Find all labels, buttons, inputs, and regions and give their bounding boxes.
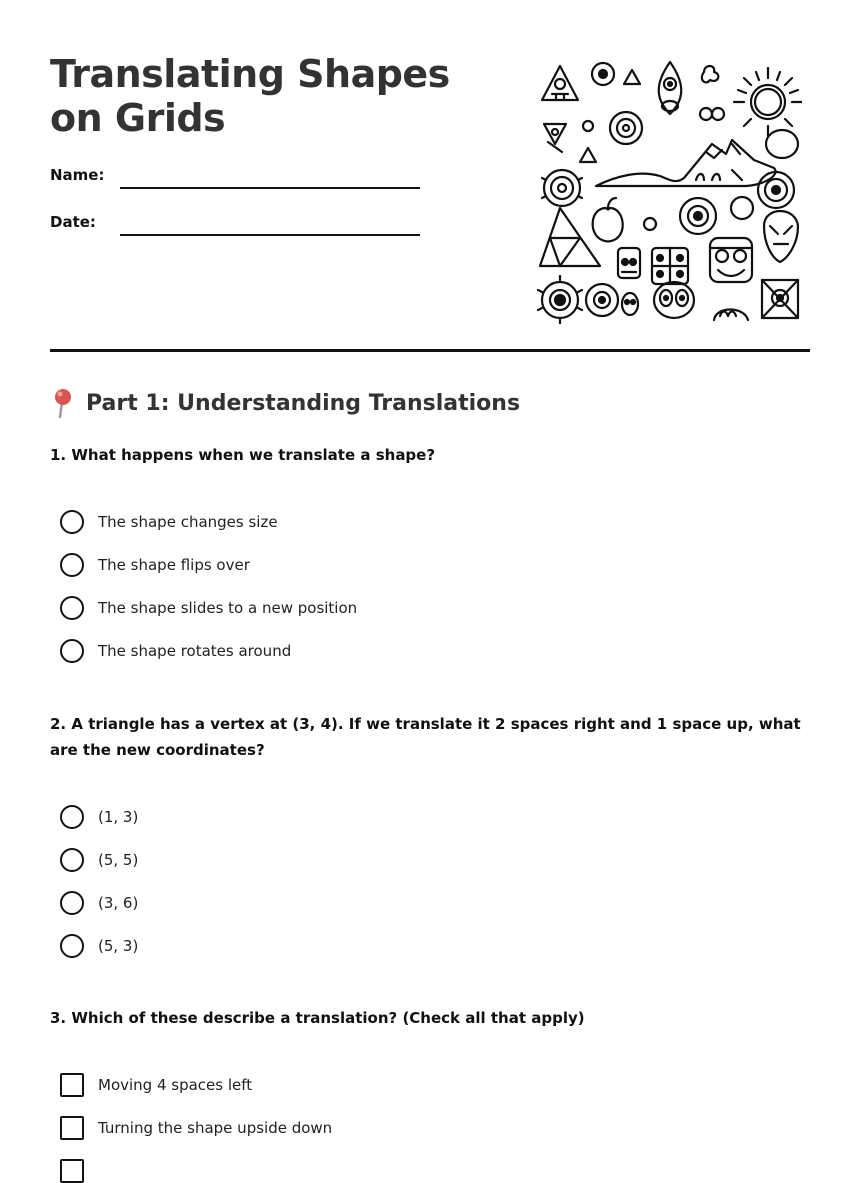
q2-option-4[interactable] xyxy=(60,934,138,958)
q1-option-4[interactable] xyxy=(60,639,291,663)
option-label: (1, 3) xyxy=(98,808,139,826)
q2-option-2[interactable] xyxy=(60,848,138,872)
checkbox[interactable] xyxy=(60,1159,84,1183)
section-heading xyxy=(50,388,520,418)
q1-option-3[interactable] xyxy=(60,596,357,620)
pushpin-icon xyxy=(50,388,76,418)
radio-button[interactable] xyxy=(60,639,84,663)
question-3-text: 3. Which of these describe a translation? (Check all that apply) xyxy=(50,1009,585,1027)
header-divider xyxy=(50,349,810,352)
radio-button[interactable] xyxy=(60,596,84,620)
checkbox[interactable] xyxy=(60,1073,84,1097)
name-label: Name: xyxy=(50,166,105,184)
option-label: (5, 5) xyxy=(98,851,139,869)
question-1-text: 1. What happens when we translate a shape? xyxy=(50,446,436,464)
q1-option-2[interactable] xyxy=(60,553,250,577)
option-label: Turning the shape upside down xyxy=(98,1119,333,1137)
radio-button[interactable] xyxy=(60,805,84,829)
radio-button[interactable] xyxy=(60,553,84,577)
date-label: Date: xyxy=(50,213,96,231)
date-field[interactable] xyxy=(120,234,420,236)
q2-option-1[interactable] xyxy=(60,805,138,829)
name-field[interactable] xyxy=(120,187,420,189)
question-2-text: 2. A triangle has a vertex at (3, 4). If we translate it 2 spaces right and 1 space up, what are the new coordinates? xyxy=(50,715,801,759)
q3-option-3-partial[interactable] xyxy=(60,1159,84,1183)
option-label: Moving 4 spaces left xyxy=(98,1076,253,1094)
decorative-doodle-art xyxy=(536,58,802,324)
q1-option-1[interactable] xyxy=(60,510,278,534)
option-label: The shape changes size xyxy=(98,513,278,531)
radio-button[interactable] xyxy=(60,891,84,915)
option-label: (5, 3) xyxy=(98,937,139,955)
radio-button[interactable] xyxy=(60,510,84,534)
checkbox[interactable] xyxy=(60,1116,84,1140)
q3-option-1[interactable] xyxy=(60,1073,252,1097)
option-label: The shape flips over xyxy=(98,556,250,574)
section-title: Part 1: Understanding Translations xyxy=(86,390,521,416)
option-label: The shape slides to a new position xyxy=(98,599,358,617)
radio-button[interactable] xyxy=(60,934,84,958)
q3-option-2[interactable] xyxy=(60,1116,332,1140)
option-label: (3, 6) xyxy=(98,894,139,912)
radio-button[interactable] xyxy=(60,848,84,872)
q2-option-3[interactable] xyxy=(60,891,138,915)
option-label: The shape rotates around xyxy=(98,642,292,660)
page-title: Translating Shapes on Grids xyxy=(50,52,450,140)
